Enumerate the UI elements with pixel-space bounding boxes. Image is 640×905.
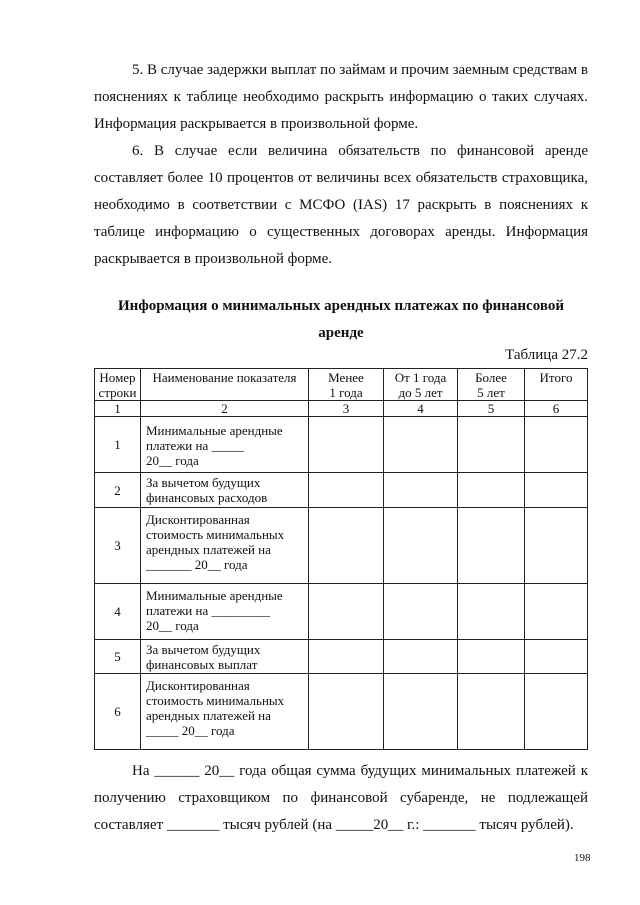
table-row xyxy=(95,674,588,750)
table-cell xyxy=(525,473,588,508)
table-cell xyxy=(525,508,588,584)
table-cell xyxy=(525,417,588,473)
row-name-line: платежи на _________ xyxy=(146,603,270,618)
table-cell xyxy=(458,640,525,674)
table-cell xyxy=(458,508,525,584)
table-cell xyxy=(384,417,458,473)
row-name xyxy=(141,473,309,508)
paragraph-5 xyxy=(94,57,588,138)
header-text: Итого xyxy=(539,370,573,385)
header-text: Более xyxy=(475,370,507,385)
table-title-line-1: Информация о минимальных арендных платежах по финансовой xyxy=(118,298,564,314)
paragraph-line: раскрывается в произвольной форме. xyxy=(94,251,333,267)
table-row xyxy=(95,508,588,584)
footer-paragraph xyxy=(94,758,588,839)
row-name-line: арендных платежей на xyxy=(146,708,271,723)
row-name-line: _____ 20__ года xyxy=(146,723,235,738)
row-name-line: Минимальные арендные xyxy=(146,588,283,603)
table-cell xyxy=(384,674,458,750)
row-name-line: 20__ года xyxy=(146,618,199,633)
paragraph-line: составляет _______ тысяч рублей (на _____20__ г.: _______ тысяч рублей). xyxy=(94,817,574,833)
header-text: 1 года xyxy=(329,385,363,400)
table-row xyxy=(95,417,588,473)
header-row-number xyxy=(95,369,141,401)
table-cell xyxy=(384,508,458,584)
row-number: 6 xyxy=(95,674,141,750)
paragraph-line: составляет более 10 процентов от величины всех обязательств страховщика, xyxy=(94,170,588,186)
row-name xyxy=(141,417,309,473)
row-name xyxy=(141,640,309,674)
row-name-line: За вычетом будущих xyxy=(146,642,261,657)
lease-payments-table xyxy=(94,368,588,750)
table-row xyxy=(95,584,588,640)
table-cell xyxy=(309,640,384,674)
header-over-5-years xyxy=(458,369,525,401)
table-row xyxy=(95,640,588,674)
paragraph-line: получению страховщиком по финансовой субаренде, не подлежащей xyxy=(94,790,588,806)
row-number: 3 xyxy=(95,508,141,584)
header-total xyxy=(525,369,588,401)
row-name-line: Минимальные арендные xyxy=(146,423,283,438)
table-cell xyxy=(458,674,525,750)
table-cell xyxy=(309,473,384,508)
table-cell xyxy=(384,584,458,640)
table-cell xyxy=(309,508,384,584)
row-name-line: финансовых расходов xyxy=(146,490,268,505)
table-title xyxy=(94,290,588,343)
table-row xyxy=(95,473,588,508)
row-name-line: _______ 20__ года xyxy=(146,557,248,572)
column-number: 1 xyxy=(95,401,141,417)
header-less-1-year xyxy=(309,369,384,401)
header-text: 5 лет xyxy=(477,385,505,400)
row-name-line: Дисконтированная xyxy=(146,678,250,693)
column-number: 6 xyxy=(525,401,588,417)
table-cell xyxy=(309,674,384,750)
table-header-row xyxy=(95,369,588,401)
row-number: 2 xyxy=(95,473,141,508)
table-cell xyxy=(384,473,458,508)
paragraph-line: 6. В случае если величина обязательств по финансовой аренде xyxy=(132,143,588,159)
row-number: 4 xyxy=(95,584,141,640)
header-text: От 1 года xyxy=(394,370,447,385)
row-name xyxy=(141,674,309,750)
row-number: 5 xyxy=(95,640,141,674)
paragraph-line: таблице информацию о существенных договорах аренды. Информация xyxy=(94,224,588,240)
table-cell xyxy=(309,584,384,640)
header-text: Менее xyxy=(328,370,364,385)
table-cell xyxy=(525,640,588,674)
column-number: 5 xyxy=(458,401,525,417)
row-name-line: За вычетом будущих xyxy=(146,475,261,490)
table-cell xyxy=(384,640,458,674)
header-text: до 5 лет xyxy=(398,385,443,400)
header-text: Наименование показателя xyxy=(152,370,297,385)
row-name-line: платежи на _____ xyxy=(146,438,244,453)
column-number: 2 xyxy=(141,401,309,417)
column-number: 3 xyxy=(309,401,384,417)
table-cell xyxy=(525,674,588,750)
paragraph-6 xyxy=(94,138,588,273)
table-cell xyxy=(458,417,525,473)
row-name-line: 20__ года xyxy=(146,453,199,468)
row-name xyxy=(141,508,309,584)
row-name-line: стоимость минимальных xyxy=(146,693,285,708)
paragraph-line: Информация раскрывается в произвольной форме. xyxy=(94,116,419,132)
table-cell xyxy=(458,584,525,640)
column-number-row xyxy=(95,401,588,417)
row-number: 1 xyxy=(95,417,141,473)
header-text: строки xyxy=(98,385,137,400)
header-indicator-name xyxy=(141,369,309,401)
paragraph-line: пояснениях к таблице необходимо раскрыть информацию о таких случаях. xyxy=(94,89,588,105)
header-text: Номер xyxy=(99,370,136,385)
header-1-to-5-years xyxy=(384,369,458,401)
row-name-line: Дисконтированная xyxy=(146,512,250,527)
table-number: Таблица 27.2 xyxy=(505,347,588,363)
table-cell xyxy=(458,473,525,508)
row-name xyxy=(141,584,309,640)
table-title-line-2: аренде xyxy=(318,325,364,341)
table-cell xyxy=(309,417,384,473)
paragraph-line: На ______ 20__ года общая сумма будущих минимальных платежей к xyxy=(132,763,588,779)
page-number: 198 xyxy=(574,852,591,864)
table-cell xyxy=(525,584,588,640)
paragraph-line: необходимо в соответствии с МСФО (IAS) 17 раскрыть в пояснениях к xyxy=(94,197,588,213)
column-number: 4 xyxy=(384,401,458,417)
paragraph-line: 5. В случае задержки выплат по займам и прочим заемным средствам в xyxy=(132,62,588,78)
row-name-line: финансовых выплат xyxy=(146,657,258,672)
row-name-line: стоимость минимальных xyxy=(146,527,285,542)
row-name-line: арендных платежей на xyxy=(146,542,271,557)
